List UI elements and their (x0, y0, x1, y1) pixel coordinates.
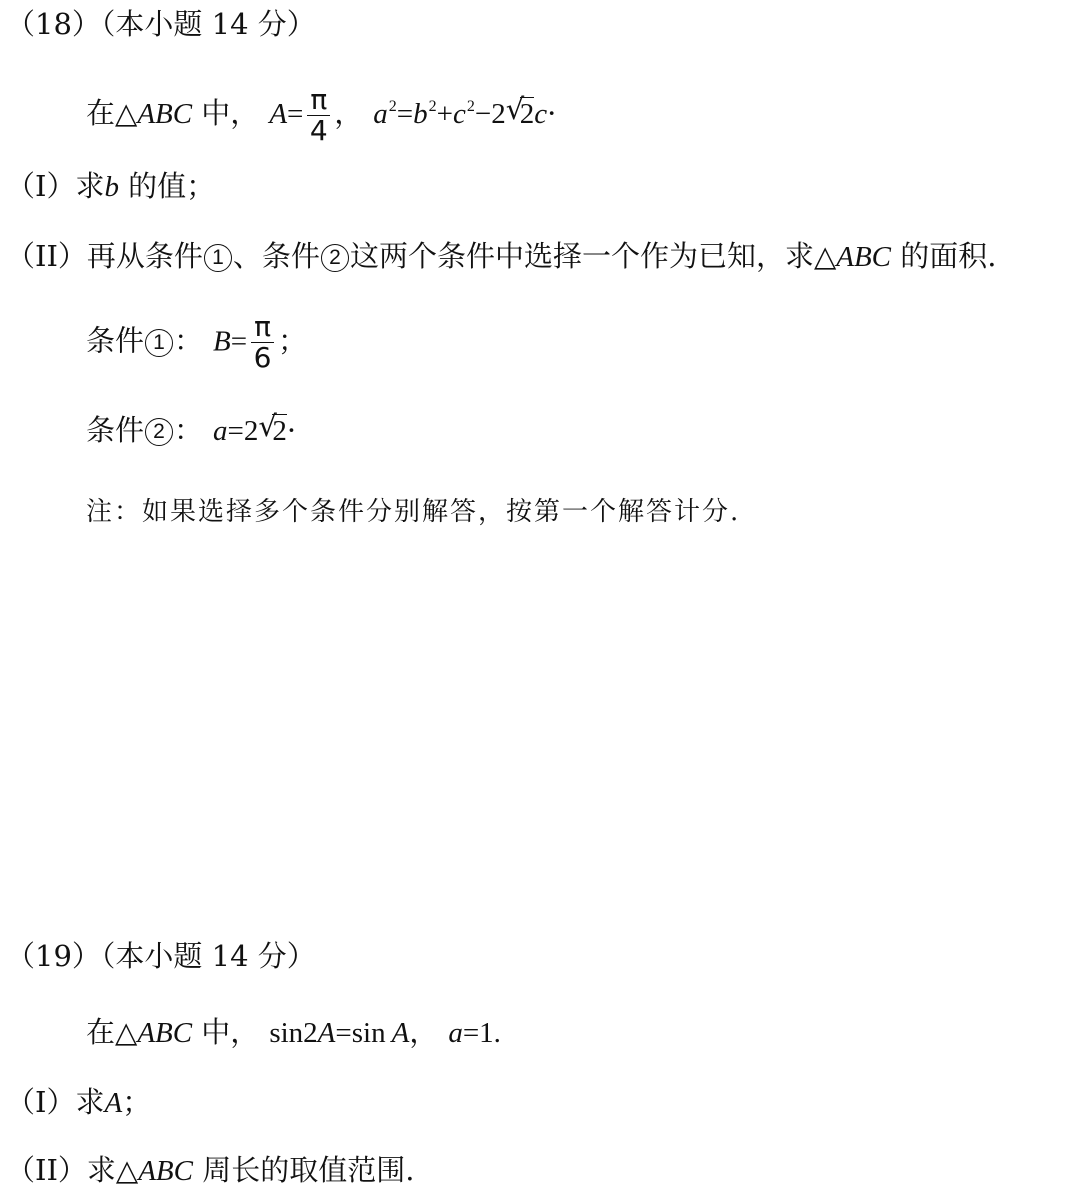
equals-sign: = (462, 1017, 480, 1049)
coefficient-2: 2 (303, 1017, 318, 1049)
denominator-4: 4 (309, 113, 328, 147)
coefficient-2: 2 (491, 98, 506, 130)
q18-part1 (6, 166, 215, 207)
var-c: c (534, 98, 548, 130)
pi-symbol: π (307, 85, 330, 116)
var-b: b (104, 171, 119, 203)
triangle-name: ABC (137, 98, 193, 130)
part2-suffix: 周长的取值范围. (193, 1153, 415, 1187)
q18-condition-2 (86, 410, 296, 451)
period: . (493, 1017, 501, 1049)
q18-stem (86, 82, 556, 146)
q18-part2 (6, 236, 996, 277)
sqrt-2 (506, 88, 535, 139)
equals-sign: = (230, 325, 248, 358)
var-A: A (104, 1087, 123, 1119)
q18-note: 注：如果选择多个条件分别解答，按第一个解答计分. (86, 497, 741, 527)
triangle-name: ABC (137, 1017, 193, 1049)
condition-label: 条件 (86, 323, 145, 358)
circled-1: 1 (145, 329, 173, 357)
part2-mid2: 这两个条件中选择一个作为已知，求△ (349, 239, 837, 273)
part2-label: （II）再从条件 (6, 239, 203, 273)
var-A: A (269, 98, 288, 130)
exponent-2: 2 (388, 98, 397, 115)
part1-suffix: ； (122, 1085, 152, 1119)
var-c: c (452, 98, 466, 130)
pi-symbol: π (251, 312, 274, 343)
q19-part2 (6, 1150, 414, 1191)
circled-2: 2 (145, 418, 173, 446)
triangle-name: ABC (836, 241, 892, 273)
var-B: B (213, 325, 231, 358)
radical-sign: √ (258, 409, 277, 443)
coefficient-2: 2 (243, 415, 259, 447)
radicand-2: 2 (272, 415, 287, 447)
part2-suffix: 的面积. (891, 239, 997, 273)
colon: ： (174, 323, 204, 358)
fraction-pi-over-4 (307, 82, 330, 147)
q19-part1 (6, 1082, 151, 1123)
equals-sign: = (287, 98, 304, 130)
part1-label: （I）求 (6, 169, 105, 203)
equals-sign: = (396, 98, 414, 130)
semicolon: ； (277, 323, 307, 358)
condition-label: 条件 (86, 413, 145, 447)
stem-prefix: 在△ (86, 96, 138, 130)
circled-1: 1 (204, 244, 232, 272)
part2-mid1: 、条件 (232, 239, 320, 273)
sin-function: sin (351, 1017, 386, 1049)
plus-sign: + (436, 98, 453, 130)
radicand-2: 2 (519, 98, 535, 130)
var-a: a (373, 98, 388, 130)
stem-mid: 中， (192, 96, 260, 130)
sqrt-2 (258, 410, 287, 451)
q18-condition-1 (86, 312, 307, 373)
q19-stem (86, 1012, 501, 1053)
value-1: 1 (479, 1017, 494, 1049)
radical-sign: √ (505, 92, 525, 126)
equals-sign: = (335, 1017, 352, 1049)
exponent-2: 2 (466, 98, 475, 115)
part1-label: （I）求 (6, 1085, 105, 1119)
comma: ， (409, 1015, 439, 1049)
denominator-6: 6 (253, 341, 272, 374)
var-b: b (413, 98, 428, 130)
part2-label: （II）求△ (6, 1153, 139, 1187)
var-a: a (213, 415, 228, 447)
fraction-pi-over-6 (251, 312, 274, 373)
period: · (286, 413, 297, 447)
part1-suffix: 的值； (118, 169, 216, 203)
sin-function: sin (269, 1017, 304, 1049)
q19-header: （19）（本小题 14 分） (6, 939, 316, 973)
period: · (547, 96, 557, 130)
stem-prefix: 在△ (86, 1015, 138, 1049)
var-a: a (448, 1017, 463, 1049)
triangle-name: ABC (138, 1155, 193, 1187)
stem-mid: 中， (192, 1015, 260, 1049)
var-A: A (317, 1017, 336, 1049)
var-A: A (391, 1017, 410, 1049)
comma: ， (334, 96, 364, 130)
q18-header: （18）（本小题 14 分） (6, 7, 316, 41)
colon: ： (174, 413, 204, 447)
minus-sign: − (474, 98, 492, 130)
circled-2: 2 (321, 244, 349, 272)
equals-sign: = (227, 415, 244, 447)
exponent-2: 2 (428, 98, 437, 115)
